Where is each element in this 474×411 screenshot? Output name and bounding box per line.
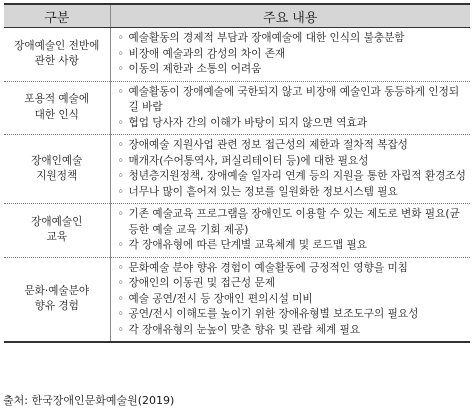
bullet-icon: ◦ bbox=[117, 323, 124, 336]
bullet-icon: ◦ bbox=[117, 47, 124, 60]
category-label-line: 장애예술인 전반에 bbox=[14, 39, 100, 52]
list-item bbox=[117, 238, 467, 254]
category-label-line: 향유 경험 bbox=[34, 300, 79, 313]
content-cell bbox=[110, 81, 470, 135]
bullet-icon: ◦ bbox=[117, 154, 124, 167]
bullet-icon: ◦ bbox=[117, 261, 124, 274]
list-item-text: 이동의 제한과 소통의 어려움 bbox=[128, 63, 262, 75]
category-cell bbox=[4, 257, 110, 342]
header-category: 구분 bbox=[4, 4, 110, 28]
list-item-text: 비장애 예술과의 감성의 차이 존재 bbox=[128, 47, 286, 60]
list-item-text: 예술 공연/전시 등 장애인 편의시설 미비 bbox=[128, 292, 313, 305]
category-label-line: 관한 사항 bbox=[34, 55, 79, 68]
list-item-text: 기존 예술교육 프로그램을 장애인도 이용할 수 있는 제도로 변화 필요(균등한 예술 교육 기회 제공) bbox=[128, 208, 460, 236]
list-item-text: 장애인의 이동권 및 접근성 문제 bbox=[128, 277, 276, 289]
category-label-line: 장애인예술 bbox=[31, 154, 83, 167]
bullet-icon: ◦ bbox=[117, 32, 124, 44]
list-item bbox=[117, 138, 467, 154]
list-item-text: 각 장애유형에 따른 단계별 교육체계 및 로드맵 필요 bbox=[128, 239, 367, 251]
bullet-icon: ◦ bbox=[117, 277, 124, 289]
list-item bbox=[117, 207, 467, 238]
list-item-text: 예술활동의 경제적 부담과 장애예술에 대한 인식의 불충분함 bbox=[128, 32, 405, 44]
list-item bbox=[117, 47, 467, 63]
list-item-text: 장애예술 지원사업 관련 정보 접근성의 제한과 절차적 복잡성 bbox=[128, 139, 408, 151]
bullet-icon: ◦ bbox=[117, 85, 124, 98]
table-row bbox=[4, 28, 470, 82]
category-label-line: 포용적 예술에 bbox=[24, 93, 90, 106]
list-item-text: 매개자(수어통역사, 퍼실리테이터 등)에 대한 필요성 bbox=[128, 154, 369, 167]
bullet-icon: ◦ bbox=[117, 308, 124, 320]
list-item bbox=[117, 116, 467, 132]
category-label-line: 장애예술인 bbox=[31, 215, 83, 228]
bullet-icon: ◦ bbox=[117, 139, 124, 151]
list-item bbox=[117, 261, 467, 277]
list-item bbox=[117, 169, 467, 185]
category-cell bbox=[4, 28, 110, 82]
content-list bbox=[117, 207, 467, 254]
list-item bbox=[117, 185, 467, 201]
bullet-icon: ◦ bbox=[117, 208, 124, 220]
bullet-icon: ◦ bbox=[117, 185, 124, 198]
list-item-text: 협업 당사자 간의 이해가 바탕이 되지 않으면 역효과 bbox=[128, 116, 367, 129]
category-cell bbox=[4, 204, 110, 258]
list-item bbox=[117, 323, 467, 339]
content-list bbox=[117, 138, 467, 200]
category-label-line: 대한 인식 bbox=[34, 108, 79, 121]
content-list bbox=[117, 261, 467, 339]
content-cell bbox=[110, 204, 470, 258]
interview-summary-table bbox=[4, 3, 470, 343]
source-note: 출처: 한국장애인문화예술원(2019) bbox=[3, 394, 175, 407]
content-cell bbox=[110, 257, 470, 342]
bullet-icon: ◦ bbox=[117, 63, 124, 75]
content-list bbox=[117, 85, 467, 132]
category-label-line: 교육 bbox=[46, 231, 67, 244]
list-item-text: 공연/전시 이해도를 높이기 위한 장애유형별 보조도구의 필요성 bbox=[128, 308, 419, 320]
list-item-text: 각 장애유형의 눈높이 맞춘 향유 및 관람 체계 필요 bbox=[128, 323, 361, 336]
category-cell bbox=[4, 135, 110, 204]
content-cell bbox=[110, 28, 470, 82]
content-list bbox=[117, 31, 467, 78]
category-label-line: 문화·예술분야 bbox=[24, 284, 90, 297]
bullet-icon: ◦ bbox=[117, 239, 124, 251]
list-item-text: 청년층지원정책, 장애예술 일자리 연계 등의 지원을 통한 자립적 환경조성 bbox=[128, 170, 466, 182]
table-header-row bbox=[4, 4, 470, 28]
table-row bbox=[4, 257, 470, 342]
list-item-text: 너무나 많이 흩어져 있는 정보를 일원화한 정보시스템 필요 bbox=[128, 185, 398, 198]
list-item bbox=[117, 307, 467, 323]
bullet-icon: ◦ bbox=[117, 170, 124, 182]
category-cell bbox=[4, 81, 110, 135]
list-item-text: 예술활동이 장애예술에 국한되지 않고 비장애 예술인과 동등하게 인정되길 바람 bbox=[128, 85, 460, 113]
table-row bbox=[4, 81, 470, 135]
header-content: 주요 내용 bbox=[110, 4, 470, 28]
list-item-text: 문화예술 분야 향유 경험이 예술활동에 긍정적인 영향을 미침 bbox=[128, 261, 408, 274]
list-item bbox=[117, 276, 467, 292]
content-cell bbox=[110, 135, 470, 204]
list-item bbox=[117, 292, 467, 308]
bullet-icon: ◦ bbox=[117, 292, 124, 305]
category-label-line: 지원정책 bbox=[36, 170, 78, 182]
list-item bbox=[117, 85, 467, 116]
list-item bbox=[117, 31, 467, 47]
list-item bbox=[117, 154, 467, 170]
bullet-icon: ◦ bbox=[117, 116, 124, 129]
list-item bbox=[117, 62, 467, 78]
table-row bbox=[4, 135, 470, 204]
table-row bbox=[4, 204, 470, 258]
